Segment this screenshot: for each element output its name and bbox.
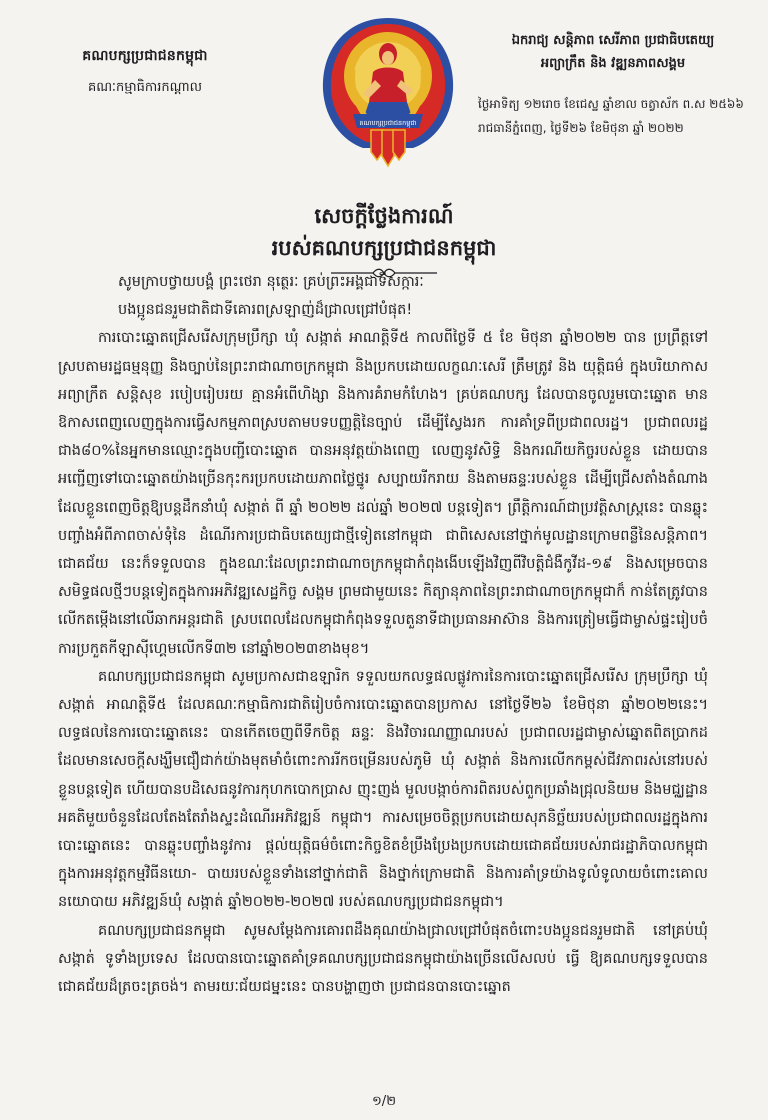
title-line-2: របស់គណបក្សប្រជាជនកម្ពុជា	[271, 236, 497, 260]
national-motto: ឯករាជ្យ សន្តិភាព សេរីភាព ប្រជាធិបតេយ្យ	[511, 33, 715, 48]
party-logo	[313, 10, 463, 170]
solar-date: រាជធានីភ្នំពេញ, ថ្ងៃទី២៦ ខែមិថុនា ឆ្នាំ ២០២២	[478, 121, 684, 135]
title-line-1: សេចក្ដីថ្លែងការណ៍	[314, 204, 454, 228]
page-number: ១/២	[371, 1094, 397, 1109]
committee-name: គណៈកម្មាធិការកណ្ដាល	[87, 80, 203, 95]
paragraph-2: គណបក្សប្រជាជនកម្ពុជា សូមប្រកាសជាឧឡារិក ទទួលយកលទ្ធផលផ្លូវការនៃការបោះឆ្នោតជ្រើសរើស ក្រុមប្រឹក្សា ឃុំ សង្កាត់ អាណត្តិទី៥ ដែលគណៈកម្មាធិការជាតិរៀបចំការបោះឆ្នោតបានប្រកាស នៅថ្ងៃទី២៦ ខែមិថុនា ឆ្នាំ២០២២នេះ។ លទ្ធផលនៃការបោះឆ្នោតនេះ បានកើតចេញពីទឹកចិត្ត ឆន្ទៈ និងវិចារណញ្ញាណរបស់ ប្រជាពលរដ្ឋជាម្ចាស់ឆ្នោតពិតប្រាកដ ដែលមានសេចក្ដីសង្ឃឹមជឿជាក់យ៉ាងមុតមាំចំពោះការរីកចម្រើនរបស់ភូមិ ឃុំ សង្កាត់ និងការលើកកម្ពស់ជីវភាពរស់នៅរបស់ខ្លួនបន្តទៀត ហើយបានបដិសេធនូវការកុហកបោកប្រាស ញុះញង់ មួលបង្កាច់ការពិតរបស់ពួកប្រឆាំងជ្រុលនិយម និងមជ្ឈដ្ឋានអគតិមួយចំនួនដែលតែងតែរាំងស្ទះដំណើរអភិវឌ្ឍន៍ កម្ពុជា។ ការសម្រេចចិត្តប្រកបដោយសុភនិច្ឆ័យរបស់ប្រជាពលរដ្ឋក្នុងការបោះឆ្នោតនេះ បានឆ្លុះបញ្ចាំងនូវការ ផ្ដល់យុត្តិធម៌ចំពោះកិច្ចខិតខំប្រឹងប្រែងប្រកបដោយជោគជ័យរបស់រាជរដ្ឋាភិបាលកម្ពុជា ក្នុងការអនុវត្តកម្មវិធីនយោ- បាយរបស់ខ្លួនទាំងនៅថ្នាក់ជាតិ និងថ្នាក់ក្រោមជាតិ និងការគាំទ្រយ៉ាងទូលំទូលាយចំពោះគោលនយោបាយ អភិវឌ្ឍន៍ឃុំ សង្កាត់ ឆ្នាំ២០២២-២០២៧ របស់គណបក្សប្រជាជនកម្ពុជា។	[58, 668, 708, 911]
document-title	[0, 200, 768, 278]
paragraph-1: ការបោះឆ្នោតជ្រើសរើសក្រុមប្រឹក្សា ឃុំ សង្កាត់ អាណត្តិទី៥ កាលពីថ្ងៃទី ៥ ខែ មិថុនា ឆ្នាំ២០២២ បាន ប្រព្រឹត្តទៅស្របតាមរដ្ឋធម្មនុញ្ញ និងច្បាប់នៃព្រះរាជាណាចក្រកម្ពុជា និងប្រកបដោយលក្ខណៈសេរី ត្រឹមត្រូវ និង យុត្តិធម៌ ក្នុងបរិយាកាស អព្យាក្រឹត សន្តិសុខ របៀបរៀបរយ គ្មានអំពើហិង្សា និងការគំរាមកំហែង។ គ្រប់គណបក្ស ដែលបានចូលរួមបោះឆ្នោត មានឱកាសពេញលេញក្នុងការធ្វើសកម្មភាពស្របតាមបទបញ្ញត្តិនៃច្បាប់ ដើម្បីស្វែងរក ការគាំទ្រពីប្រជាពលរដ្ឋ។ ប្រជាពលរដ្ឋជាង៨០%នៃអ្នកមានឈ្មោះក្នុងបញ្ជីបោះឆ្នោត បានអនុវត្តយ៉ាងពេញ លេញនូវសិទ្ធិ និងករណីយកិច្ចរបស់ខ្លួន ដោយបានអញ្ជើញទៅបោះឆ្នោតយ៉ាងច្រើនកុះករប្រកបដោយភាពថ្លៃថ្នូរ សប្បាយរីករាយ និងតាមឆន្ទៈរបស់ខ្លួន ដើម្បីជ្រើសតាំងតំណាងដែលខ្លួនពេញចិត្តឱ្យបន្តដឹកនាំឃុំ សង្កាត់ ពី ឆ្នាំ ២០២២ ដល់ឆ្នាំ ២០២៧ បន្តទៀត។ ព្រឹត្តិការណ៍ជាប្រវត្តិសាស្ត្រនេះ បានឆ្លុះបញ្ចាំងអំពីភាពចាស់ទុំនៃ ដំណើរការប្រជាធិបតេយ្យជាថ្មីទៀតនៅកម្ពុជា ជាពិសេសនៅថ្នាក់មូលដ្ឋានក្រោមពន្លឺនៃសន្តិភាព។ ជោគជ័យ នេះក៏ទទួលបាន ក្នុងខណៈដែលព្រះរាជាណាចក្រកម្ពុជាកំពុងងើបឡើងវិញពីវិបត្តិជំងឺកូវីដ-១៩ និងសម្រេចបាន សមិទ្ធផលថ្មីៗបន្តទៀតក្នុងការអភិវឌ្ឍសេដ្ឋកិច្ច សង្គម ព្រមជាមួយនេះ កិត្យានុភាពនៃព្រះរាជាណាចក្រកម្ពុជាក៏ កាន់តែត្រូវបានលើកតម្កើងនៅលើឆាកអន្តរជាតិ ស្របពេលដែលកម្ពុជាកំពុងទទួលតួនាទីជាប្រធានអាស៊ាន និងការត្រៀមធ្វើជាម្ចាស់ផ្ទះរៀបចំការប្រកួតកីឡាស៊ីហ្គេមលើកទី៣២ នៅឆ្នាំ២០២៣ខាងមុខ។	[58, 330, 708, 657]
motto-header	[478, 32, 748, 138]
document-body	[58, 268, 708, 1001]
paragraph-3: គណបក្សប្រជាជនកម្ពុជា សូមសម្ដែងការគោរពដឹងគុណយ៉ាងជ្រាលជ្រៅបំផុតចំពោះបងប្អូនជនរួមជាតិ នៅគ្រប់ឃុំ សង្កាត់ ទូទាំងប្រទេស ដែលបានបោះឆ្នោតគាំទ្រគណបក្សប្រជាជនកម្ពុជាយ៉ាងច្រើនលើសលប់ ធ្វើ ឱ្យគណបក្សទទួលបានជោគជ័យដ៏ត្រចះត្រចង់។ តាមរយៈជ័យជម្នះនេះ បានបង្ហាញថា ប្រជាជនបានបោះឆ្នោត	[58, 922, 708, 996]
national-motto-line2: អព្យាក្រឹត និង វឌ្ឍនភាពសង្គម	[540, 56, 686, 71]
logo-banner-text: គណបក្សប្រជាជនកម្ពុជា	[359, 119, 417, 127]
greeting-line-2: បងប្អូនជនរួមជាតិជាទីគោរពស្រឡាញ់ដ៏ជ្រាលជ្រៅបំផុត!	[118, 302, 413, 319]
party-name: គណបក្សប្រជាជនកម្ពុជា	[82, 48, 208, 64]
greeting-line-1: សូមក្រាបថ្វាយបង្គំ ព្រះថេរា នុត្ថេរៈ គ្រប់ព្រះអង្គជាទីសក្ការៈ	[118, 274, 424, 290]
party-header	[50, 46, 240, 98]
lunar-date: ថ្ងៃអាទិត្យ ១២រោច ខែជេស្ឋ ឆ្នាំខាល ចត្វាស័ក ព.ស ២៥៦៦	[478, 97, 744, 111]
